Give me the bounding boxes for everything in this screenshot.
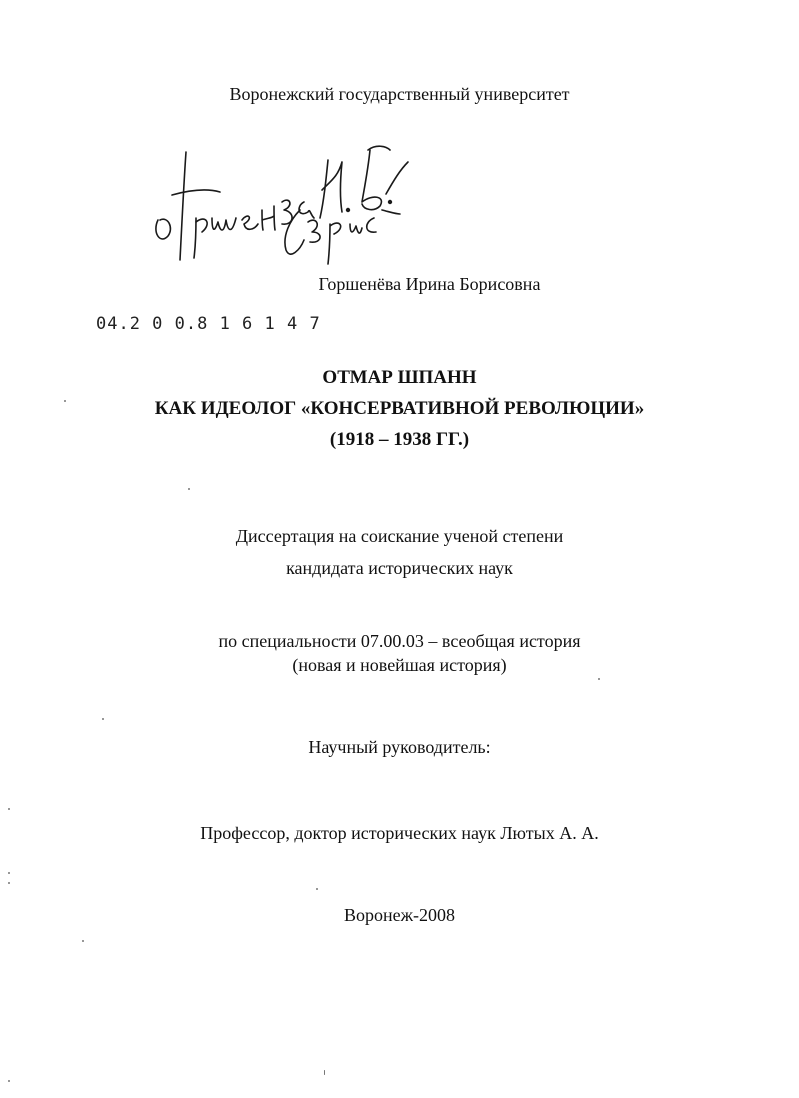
scan-speck xyxy=(8,808,10,810)
scan-speck xyxy=(316,888,318,890)
title-line-3: (1918 – 1938 ГГ.) xyxy=(329,429,470,450)
scan-speck xyxy=(102,718,104,720)
university-name: Воронежский государственный университет xyxy=(229,84,570,104)
scan-speck xyxy=(598,678,600,680)
specialty-line-1: по специальности 07.00.03 – всеобщая история xyxy=(218,631,581,651)
scan-speck xyxy=(324,1070,325,1075)
handwritten-signature xyxy=(150,140,410,270)
archive-number: 04.2 0 0.8 1 6 1 4 7 xyxy=(96,314,321,334)
supervisor-label: Научный руководитель: xyxy=(308,737,491,757)
dissertation-line-1: Диссертация на соискание ученой степени xyxy=(235,526,564,546)
scan-speck xyxy=(8,882,10,884)
supervisor-name: Профессор, доктор исторических наук Лютых А. А. xyxy=(200,823,599,843)
dissertation-line-2: кандидата исторических наук xyxy=(286,558,513,578)
scan-speck xyxy=(64,400,66,402)
scan-speck xyxy=(8,872,10,874)
title-line-2: КАК ИДЕОЛОГ «КОНСЕРВАТИВНОЙ РЕВОЛЮЦИИ» xyxy=(154,398,645,419)
scan-speck xyxy=(82,940,84,942)
scan-speck xyxy=(8,1080,10,1082)
specialty-line-2: (новая и новейшая история) xyxy=(292,655,507,675)
title-line-1: ОТМАР ШПАНН xyxy=(322,367,477,388)
scan-speck xyxy=(188,488,190,490)
city-year: Воронеж-2008 xyxy=(343,905,456,925)
author-name: Горшенёва Ирина Борисовна xyxy=(318,274,541,294)
